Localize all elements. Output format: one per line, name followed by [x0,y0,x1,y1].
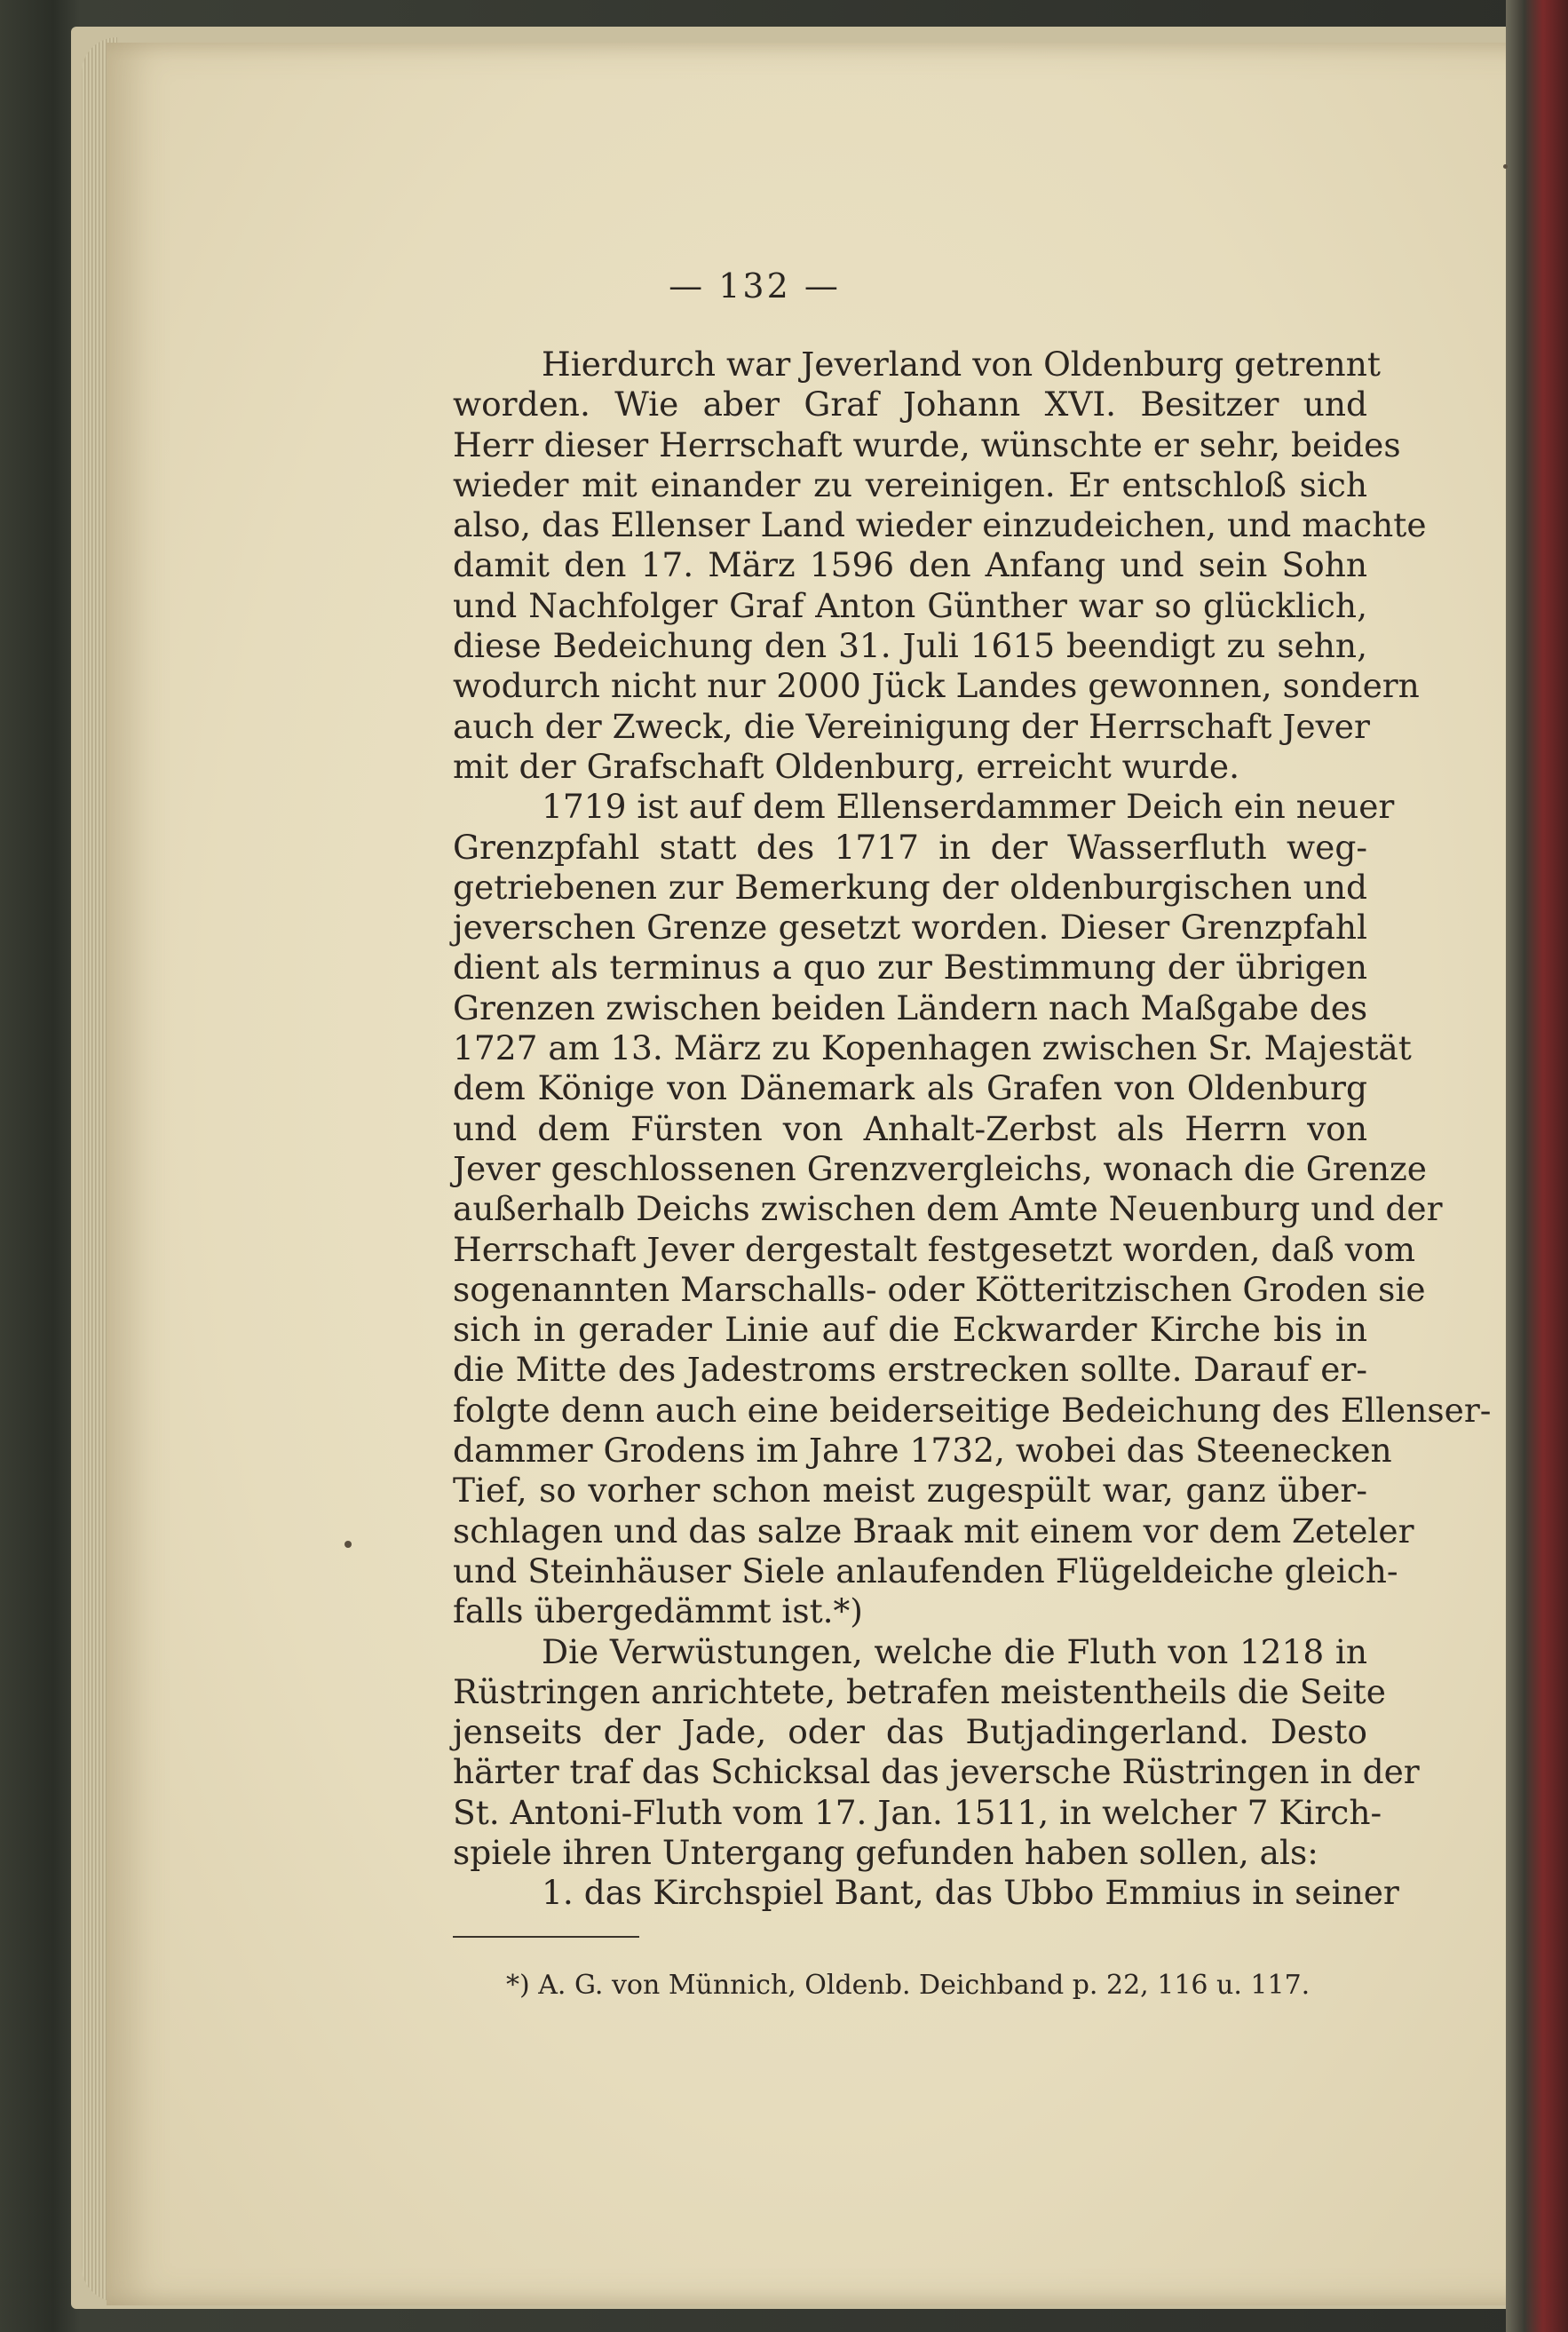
footnote-rule [453,1936,639,1938]
text-line: Jever geschlossenen Grenzvergleichs, wonach die Grenze [453,1148,1427,1188]
text-line: und Nachfolger Graf Anton Günther war so glücklich, [453,585,1367,625]
text-line: Grenzpfahl statt des 1717 in der Wasserfluth weg- [453,827,1367,867]
text-line: sogenannten Marschalls- oder Kötteritzischen Groden sie [453,1269,1426,1309]
text-line: dem Könige von Dänemark als Grafen von Oldenburg [453,1068,1367,1108]
text-line: härter traf das Schicksal das jeversche Rüstringen in der [453,1752,1420,1792]
text-line: jeverschen Grenze gesetzt worden. Dieser Grenzpfahl [453,908,1367,948]
footnote: *) A. G. von Münnich, Oldenb. Deichband p. 22, 116 u. 117. [506,1970,1311,2001]
text-line: außerhalb Deichs zwischen dem Amte Neuenburg und der [453,1189,1443,1229]
text-line: auch der Zweck, die Vereinigung der Herrschaft Jever [453,706,1370,746]
text-line: spiele ihren Untergang gefunden haben sollen, als: [453,1832,1319,1872]
text-line: Grenzen zwischen beiden Ländern nach Maßgabe des [453,988,1368,1027]
text-line: Die Verwüstungen, welche die Fluth von 1218 in [542,1631,1367,1671]
text-line: sich in gerader Linie auf die Eckwarder Kirche bis in [453,1310,1367,1350]
text-line: falls übergedämmt ist.*) [453,1591,863,1631]
book-binding-gutter [1506,0,1568,2332]
text-line: die Mitte des Jadestroms erstrecken sollte. Darauf er- [453,1350,1367,1390]
text-line: worden. Wie aber Graf Johann XVI. Besitzer und [453,385,1367,424]
text-line: wieder mit einander zu vereinigen. Er entschloß sich [453,464,1367,504]
text-line: getriebenen zur Bemerkung der oldenburgischen und [453,867,1367,907]
text-line: 1719 ist auf dem Ellenserdammer Deich ein neuer [542,787,1395,827]
text-line: Herr dieser Herrschaft wurde, wünschte er sehr, beides [453,424,1401,464]
text-line: Hierdurch war Jeverland von Oldenburg getrennt [542,345,1381,384]
text-line: St. Antoni-Fluth vom 17. Jan. 1511, in welcher 7 Kirch- [453,1792,1382,1832]
paper-speck [344,1541,352,1548]
text-line: schlagen und das salze Braak mit einem vor dem Zeteler [453,1511,1414,1551]
text-line: und dem Fürsten von Anhalt-Zerbst als Herrn von [453,1108,1367,1148]
text-line: damit den 17. März 1596 den Anfang und sein Sohn [453,545,1367,585]
text-line: dammer Grodens im Jahre 1732, wobei das Steenecken [453,1431,1392,1471]
text-line: folgte denn auch eine beiderseitige Bedeichung des Ellenser- [453,1390,1492,1430]
text-line: Rüstringen anrichtete, betrafen meistentheils die Seite [453,1671,1386,1711]
text-line: und Steinhäuser Siele anlaufenden Flügeldeiche gleich- [453,1551,1398,1590]
text-line: mit der Grafschaft Oldenburg, erreicht wurde. [453,746,1240,786]
page-number: — 132 — [669,266,841,305]
text-line: Tief, so vorher schon meist zugespült war, ganz über- [453,1471,1367,1511]
text-line: diese Bedeichung den 31. Juli 1615 beendigt zu sehn, [453,626,1367,666]
text-line: 1. das Kirchspiel Bant, das Ubbo Emmius in seiner [542,1873,1399,1913]
text-line: Herrschaft Jever dergestalt festgesetzt worden, daß vom [453,1229,1416,1269]
text-line: wodurch nicht nur 2000 Jück Landes gewonnen, sondern [453,666,1420,706]
paper-speck [1503,164,1508,169]
text-line: dient als terminus a quo zur Bestimmung der übrigen [453,948,1367,988]
body-text [453,345,1492,1914]
text-line: also, das Ellenser Land wieder einzudeichen, und machte [453,505,1427,545]
text-line: jenseits der Jade, oder das Butjadingerland. Desto [453,1712,1367,1752]
text-line: 1727 am 13. März zu Kopenhagen zwischen Sr. Majestät [453,1028,1412,1068]
